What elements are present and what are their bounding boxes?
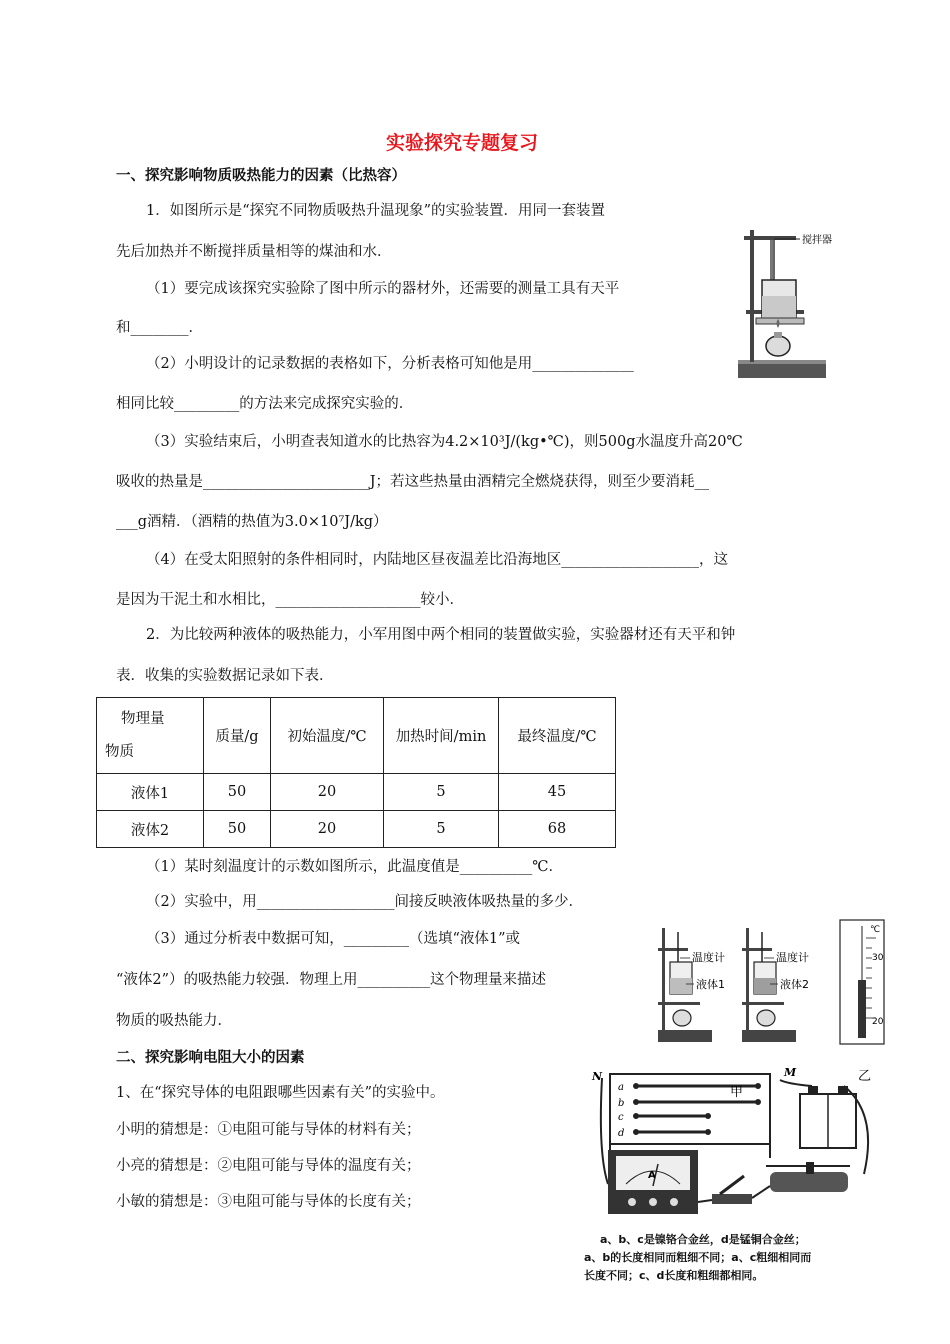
corner-top: 物理量	[121, 711, 165, 727]
table-cell: 液体2	[97, 811, 204, 848]
m-label: M	[784, 1066, 797, 1079]
resistance-circuit-figure	[588, 1054, 888, 1230]
wire-b-label: b	[618, 1098, 625, 1109]
heating-setups-figure	[650, 918, 900, 1054]
q1-p1b: 和________．	[116, 320, 203, 336]
wire-c-label: c	[618, 1112, 624, 1123]
table-cell: 68	[499, 811, 616, 848]
guess-2: 小亮的猜想是：②电阻可能与导体的温度有关；	[116, 1158, 421, 1174]
corner-bottom: 物质	[105, 744, 134, 760]
scale-20: 20	[872, 1017, 884, 1027]
wire-d-label: d	[618, 1128, 625, 1139]
q1-line1: 1．如图所示是“探究不同物质吸热升温现象”的实验装置．用同一套装置	[146, 203, 606, 219]
q1-p3a: （3）实验结束后，小明查表知道水的比热容为4.2×10³J/(kg•℃)，则500g水温度升高20℃	[146, 434, 743, 450]
page-title: 实验探究专题复习	[386, 132, 539, 154]
table-row	[97, 811, 616, 848]
q2-line1: 2．为比较两种液体的吸热能力，小军用图中两个相同的装置做实验，实验器材还有天平和钟	[146, 627, 736, 643]
q1-p3c: ___g酒精．（酒精的热值为3.0×10⁷J/kg）	[116, 514, 388, 530]
table-cell: 5	[384, 811, 499, 848]
table-header: 初始温度/℃	[271, 698, 384, 774]
stirrer-label: 搅拌器	[802, 235, 832, 246]
table-header: 加热时间/min	[384, 698, 499, 774]
stirring-apparatus-figure	[736, 226, 836, 382]
circuit-caption-1: a、b、c是镍铬合金丝，d是锰铜合金丝；	[600, 1233, 806, 1246]
table-header: 最终温度/℃	[499, 698, 616, 774]
circuit-caption-2: a、b的长度相同而粗细不同；a、c粗细相同而	[584, 1251, 812, 1264]
q2-p1: （1）某时刻温度计的示数如图所示，此温度值是__________℃．	[146, 859, 563, 875]
liquid-label-2: 液体2	[780, 978, 809, 991]
circuit-caption-3: 长度不同；c、d长度和粗细都相同。	[584, 1269, 764, 1282]
q2-p3b: “液体2”）的吸热能力较强．物理上用__________这个物理量来描述	[116, 972, 547, 988]
q2-p2: （2）实验中，用___________________间接反映液体吸热量的多少．	[146, 894, 583, 910]
table-corner-cell	[97, 698, 204, 774]
section2-q1: 1、在“探究导体的电阻跟哪些因素有关”的实验中。	[116, 1085, 445, 1101]
data-table	[96, 697, 616, 848]
ammeter-label: A	[648, 1170, 656, 1181]
table-cell: 50	[204, 811, 271, 848]
q2-p3c: 物质的吸热能力．	[116, 1013, 232, 1029]
scale-unit: ℃	[870, 925, 881, 935]
guess-1: 小明的猜想是：①电阻可能与导体的材料有关；	[116, 1122, 421, 1138]
table-header: 质量/g	[204, 698, 271, 774]
q1-line2: 先后加热并不断搅拌质量相等的煤油和水．	[116, 244, 392, 260]
liquid-label-1: 液体1	[696, 978, 725, 991]
q2-p3a: （3）通过分析表中数据可知，_________（选填“液体1”或	[146, 931, 521, 947]
thermometer-label-1: 温度计	[692, 951, 725, 964]
table-cell: 20	[271, 811, 384, 848]
section2-heading: 二、探究影响电阻大小的因素	[116, 1050, 305, 1066]
q2-line2: 表．收集的实验数据记录如下表．	[116, 668, 334, 684]
guess-3: 小敏的猜想是：③电阻可能与导体的长度有关；	[116, 1194, 421, 1210]
scale-30: 30	[872, 953, 884, 963]
q1-p2a: （2）小明设计的记录数据的表格如下，分析表格可知他是用______________	[146, 356, 634, 372]
table-cell: 20	[271, 774, 384, 811]
q1-p3b: 吸收的热量是_______________________J；若这些热量由酒精完全燃烧获得，则至少要消耗__	[116, 474, 710, 490]
yi-label: 乙	[858, 1069, 872, 1084]
wire-a-label: a	[618, 1082, 624, 1093]
table-cell: 50	[204, 774, 271, 811]
table-cell: 液体1	[97, 774, 204, 811]
n-label: N	[592, 1070, 603, 1083]
section1-heading: 一、探究影响物质吸热能力的因素（比热容）	[116, 168, 406, 184]
jia-label: 甲	[730, 1085, 744, 1100]
table-cell: 5	[384, 774, 499, 811]
q1-p2b: 相同比较_________的方法来完成探究实验的．	[116, 396, 414, 412]
table-row	[97, 774, 616, 811]
q1-p4b: 是因为干泥土和水相比，____________________较小．	[116, 592, 464, 608]
table-cell: 45	[499, 774, 616, 811]
q1-p1a: （1）要完成该探究实验除了图中所示的器材外，还需要的测量工具有天平	[146, 281, 620, 297]
thermometer-label-2: 温度计	[776, 951, 809, 964]
q1-p4a: （4）在受太阳照射的条件相同时，内陆地区昼夜温差比沿海地区___________________，这	[146, 552, 728, 568]
